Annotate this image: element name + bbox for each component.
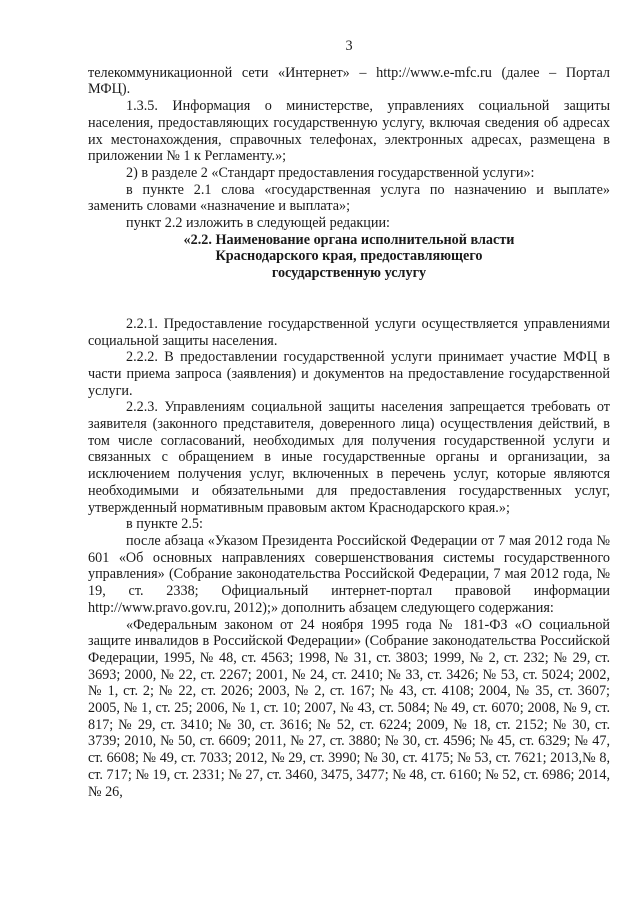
paragraph: «Федеральным законом от 24 ноября 1995 года № 181-ФЗ «О социальной защите инвалидов в Российской Федерации» (Собрание законодательства Российской Федерации, 1995, № 48, ст. 4563; 1998, № 31, ст. 3803; 1999, № 2, ст. 232; № 29, ст. 3693; 2000, № 22, ст. 2267; 2001, № 24, ст. 2410; № 33, ст. 3426; № 53, ст. 5024; 2002, № 1, ст. 2; № 22, ст. 2026; 2003, № 2, ст. 167; № 43, ст. 4108; 2004, № 35, ст. 3607; 2005, № 1, ст. 25; 2006, № 1, ст. 10; 2007, № 43, ст. 5084; № 49, ст. 6070; 2008, № 9, ст. 817; № 29, ст. 3410; № 30, ст. 3616; № 52, ст. 6224; 2009, № 18, ст. 2152; № 30, ст. 3739; 2010, № 50, ст. 6609; 2011, № 27, ст. 3880; № 30, ст. 4596; № 45, ст. 6329; № 47, ст. 6608; № 49, ст. 7033; 2012, № 29, ст. 3990; № 30, ст. 4175; № 53, ст. 7621; 2013,№ 8, ст. 717; № 19, ст. 2331; № 27, ст. 3460, 3475, 3477; № 48, ст. 6160; № 52, ст. 6986; 2014, № 26, [88,616,610,800]
heading-line-3: государственную услугу [271,265,427,282]
heading-line-1: «2.2. Наименование органа исполнительной власти [183,231,515,248]
paragraph: 2.2.3. Управлениям социальной защиты населения запрещается требовать от заявителя (законного представителя, доверенного лица) осуществления действий, в том числе согласований, необходимых для получения государственной услуги и связанных с обращением в иные государственные органы и организации, за исключением получения услуг, включенных в перечень услуг, которые являются необходимыми и обязательными для предоставления государственных услуг, утвержденный нормативным правовым актом Краснодарского края.»; [88,399,610,516]
paragraph: пункт 2.2 изложить в следующей редакции: [126,215,390,232]
section-heading [88,232,610,282]
page-number: 3 [345,38,353,54]
paragraph: 2.2.2. В предоставлении государственной услуги принимает участие МФЦ в части приема запроса (заявления) и документов на предоставление государственной услуги. [88,349,610,399]
paragraph: после абзаца «Указом Президента Российской Федерации от 7 мая 2012 года № 601 «Об основных направлениях совершенствования системы государственного управления» (Собрание законодательства Российской Федерации, 7 мая 2012 года, № 19, ст. 2338; Официальный интернет-портал правовой информации http://www.pravo.gov.ru, 2012);» дополнить абзацем следующего содержания: [88,532,610,616]
paragraph: 2.2.1. Предоставление государственной услуги осуществляется управлениями социальной защиты населения. [88,315,610,349]
paragraph: телекоммуникационной сети «Интернет» – http://www.e-mfc.ru (далее – Портал МФЦ). [88,64,610,98]
paragraph: в пункте 2.5: [126,516,203,533]
paragraph: в пункте 2.1 слова «государственная услуга по назначению и выплате» заменить словами «назначение и выплата»; [88,181,610,215]
paragraph: 1.3.5. Информация о министерстве, управлениях социальной защиты населения, предоставляющих государственную услугу, включая сведения об адресах их местонахождения, справочных телефонах, электронных адресах, размещена в приложении № 1 к Регламенту.»; [88,98,610,165]
text-block-bottom [88,316,610,800]
heading-line-2: Краснодарского края, предоставляющего [215,248,483,265]
spacer [88,299,610,316]
paragraph: 2) в разделе 2 «Стандарт предоставления государственной услуги»: [126,164,535,181]
document-page [88,38,610,800]
text-block-top [88,65,610,232]
